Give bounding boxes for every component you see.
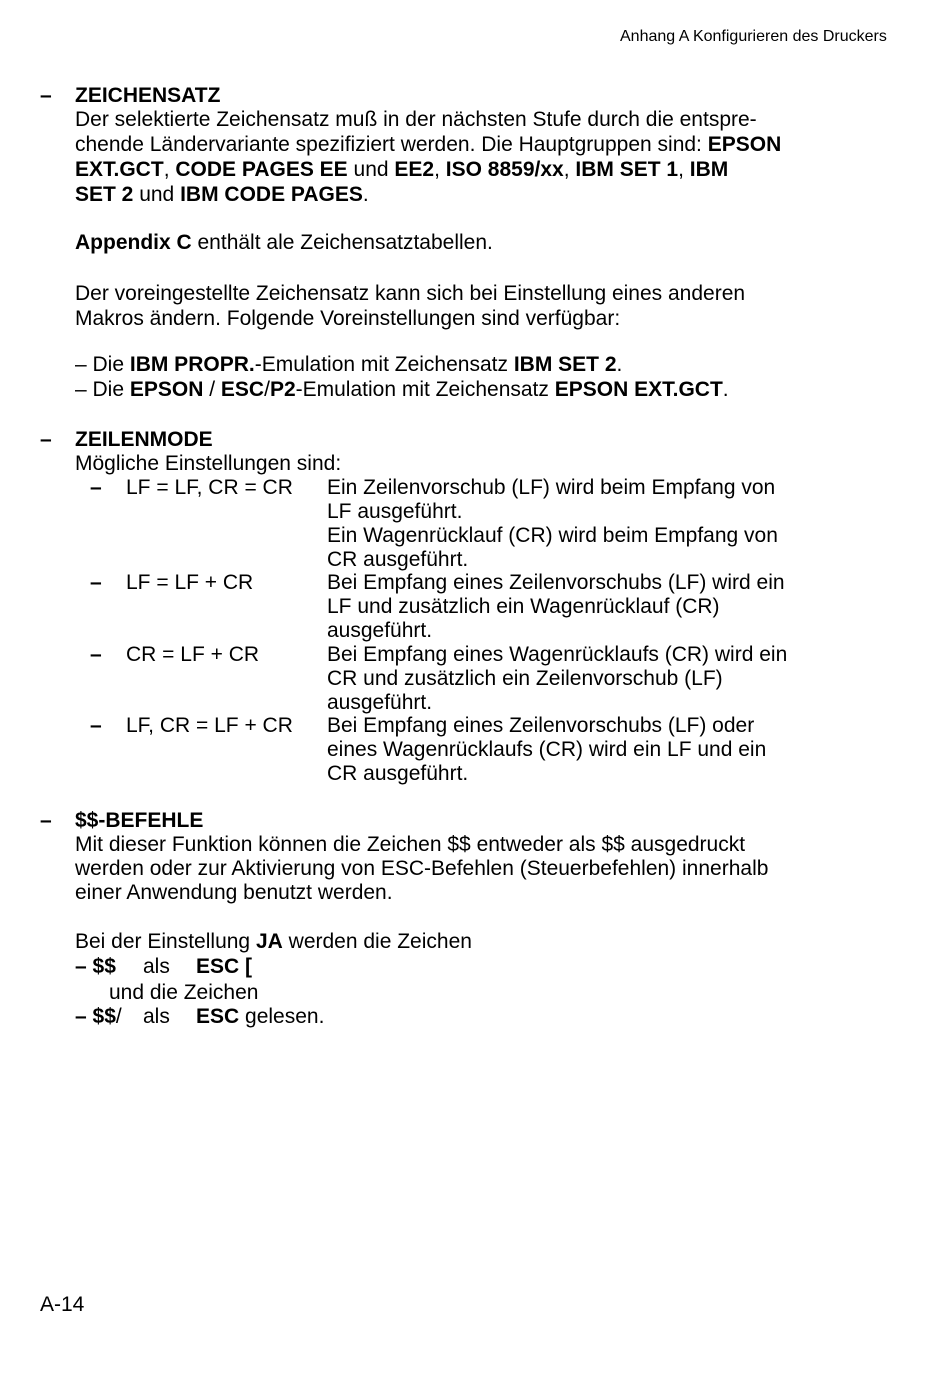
line-mode-description: CR und zusätzlich ein Zeilenvorschub (LF) [327,667,723,690]
bold-run: EXT.GCT [75,158,164,181]
item-dash: – [90,643,102,666]
paragraph-line: einer Anwendung benutzt werden. [75,881,393,904]
line-mode-description: Ein Wagenrücklauf (CR) wird beim Empfang von [327,524,778,547]
paragraph-line: werden oder zur Aktivierung von ESC-Befehlen (Steuerbefehlen) innerhalb [75,857,769,880]
paragraph-line: chende Ländervariante spezifiziert werden. Die Hauptgruppen sind: EPSON [75,133,782,156]
bold-run: IBM [689,158,729,181]
section-dash: – [40,84,52,107]
bold-run: ESC [220,378,265,401]
mapping-als: als [143,955,170,978]
page-number: A-14 [40,1293,85,1316]
mapping-source: – $$ [75,955,116,978]
text-run: / [203,378,221,401]
section-title-befehle: $$-BEFEHLE [75,809,204,832]
bold-run: EPSON EXT.GCT [554,378,723,401]
line-mode-description: Ein Zeilenvorschub (LF) wird beim Empfang von [327,476,776,499]
line-mode-label: LF = LF + CR [126,571,254,594]
text-run: -Emulation mit Zeichensatz [254,353,514,376]
line-mode-description: LF ausgeführt. [327,500,463,523]
text-run: , [163,158,176,181]
text-run: . [722,378,729,401]
section-dash: – [40,428,52,451]
text-run: , [563,158,576,181]
default-item [75,353,622,377]
bold-run: IBM CODE PAGES [180,183,363,206]
line-mode-label: LF, CR = LF + CR [126,714,293,737]
line-mode-label: LF = LF, CR = CR [126,476,293,499]
line-mode-description: CR ausgeführt. [327,548,469,571]
paragraph-line: Der voreingestellte Zeichensatz kann sich bei Einstellung eines anderen [75,282,746,305]
paragraph-line [75,158,728,182]
line-mode-description: Bei Empfang eines Zeilenvorschubs (LF) wird ein [327,571,785,594]
line-mode-description: ausgeführt. [327,691,433,714]
running-header: Anhang A Konfigurieren des Druckers [620,28,887,45]
line-mode-description: Bei Empfang eines Wagenrücklaufs (CR) wird ein [327,643,788,666]
bold-run: P2 [269,378,296,401]
mapping-target: ESC [ [196,955,253,978]
paragraph-line: Mit dieser Funktion können die Zeichen $$ entweder als $$ ausgedruckt [75,833,746,856]
bold-run: EPSON [129,378,204,401]
line-mode-description: CR ausgeführt. [327,762,469,785]
text-run: – Die [75,378,130,401]
text-run: . [616,353,623,376]
bold-run: IBM SET 2 [513,353,617,376]
bold-run: IBM SET 1 [575,158,679,181]
item-dash: – [90,476,102,499]
text-run: – Die [75,353,130,376]
line-mode-description: ausgeführt. [327,619,433,642]
paragraph-line: Bei der Einstellung JA werden die Zeichen [75,930,472,953]
bold-run: IBM PROPR. [129,353,255,376]
appendix-note: Appendix C enthält ale Zeichensatztabellen. [75,231,493,254]
text-run: und [133,183,181,206]
paragraph-line: Makros ändern. Folgende Voreinstellungen sind verfügbar: [75,307,621,330]
default-item [75,378,729,402]
section-dash: – [40,809,52,832]
paragraph-line: Mögliche Einstellungen sind: [75,452,342,475]
mapping-source: – $$/ [75,1005,122,1028]
section-title-zeichensatz: ZEICHENSATZ [75,84,221,107]
paragraph-line [75,183,369,207]
text-run: und [347,158,395,181]
bold-run: ISO 8859/xx [445,158,564,181]
item-dash: – [90,714,102,737]
bold-run: EE2 [394,158,435,181]
section-title-zeilenmode: ZEILENMODE [75,428,213,451]
bold-run: SET 2 [75,183,134,206]
paragraph-line: Der selektierte Zeichensatz muß in der nächsten Stufe durch die entspre- [75,108,757,131]
text-run: -Emulation mit Zeichensatz [295,378,555,401]
mapping-target: ESC gelesen. [196,1005,325,1028]
line-mode-description: LF und zusätzlich ein Wagenrücklauf (CR) [327,595,720,618]
line-mode-description: eines Wagenrücklaufs (CR) wird ein LF und ein [327,738,767,761]
item-dash: – [90,571,102,594]
mapping-als: als [143,1005,170,1028]
text-run: / [264,378,270,401]
text-run: , [434,158,446,181]
text-run: . [362,183,369,206]
text-run: , [678,158,690,181]
line-mode-description: Bei Empfang eines Zeilenvorschubs (LF) oder [327,714,755,737]
bold-run: CODE PAGES EE [175,158,348,181]
paragraph-line: und die Zeichen [109,981,259,1004]
line-mode-label: CR = LF + CR [126,643,260,666]
